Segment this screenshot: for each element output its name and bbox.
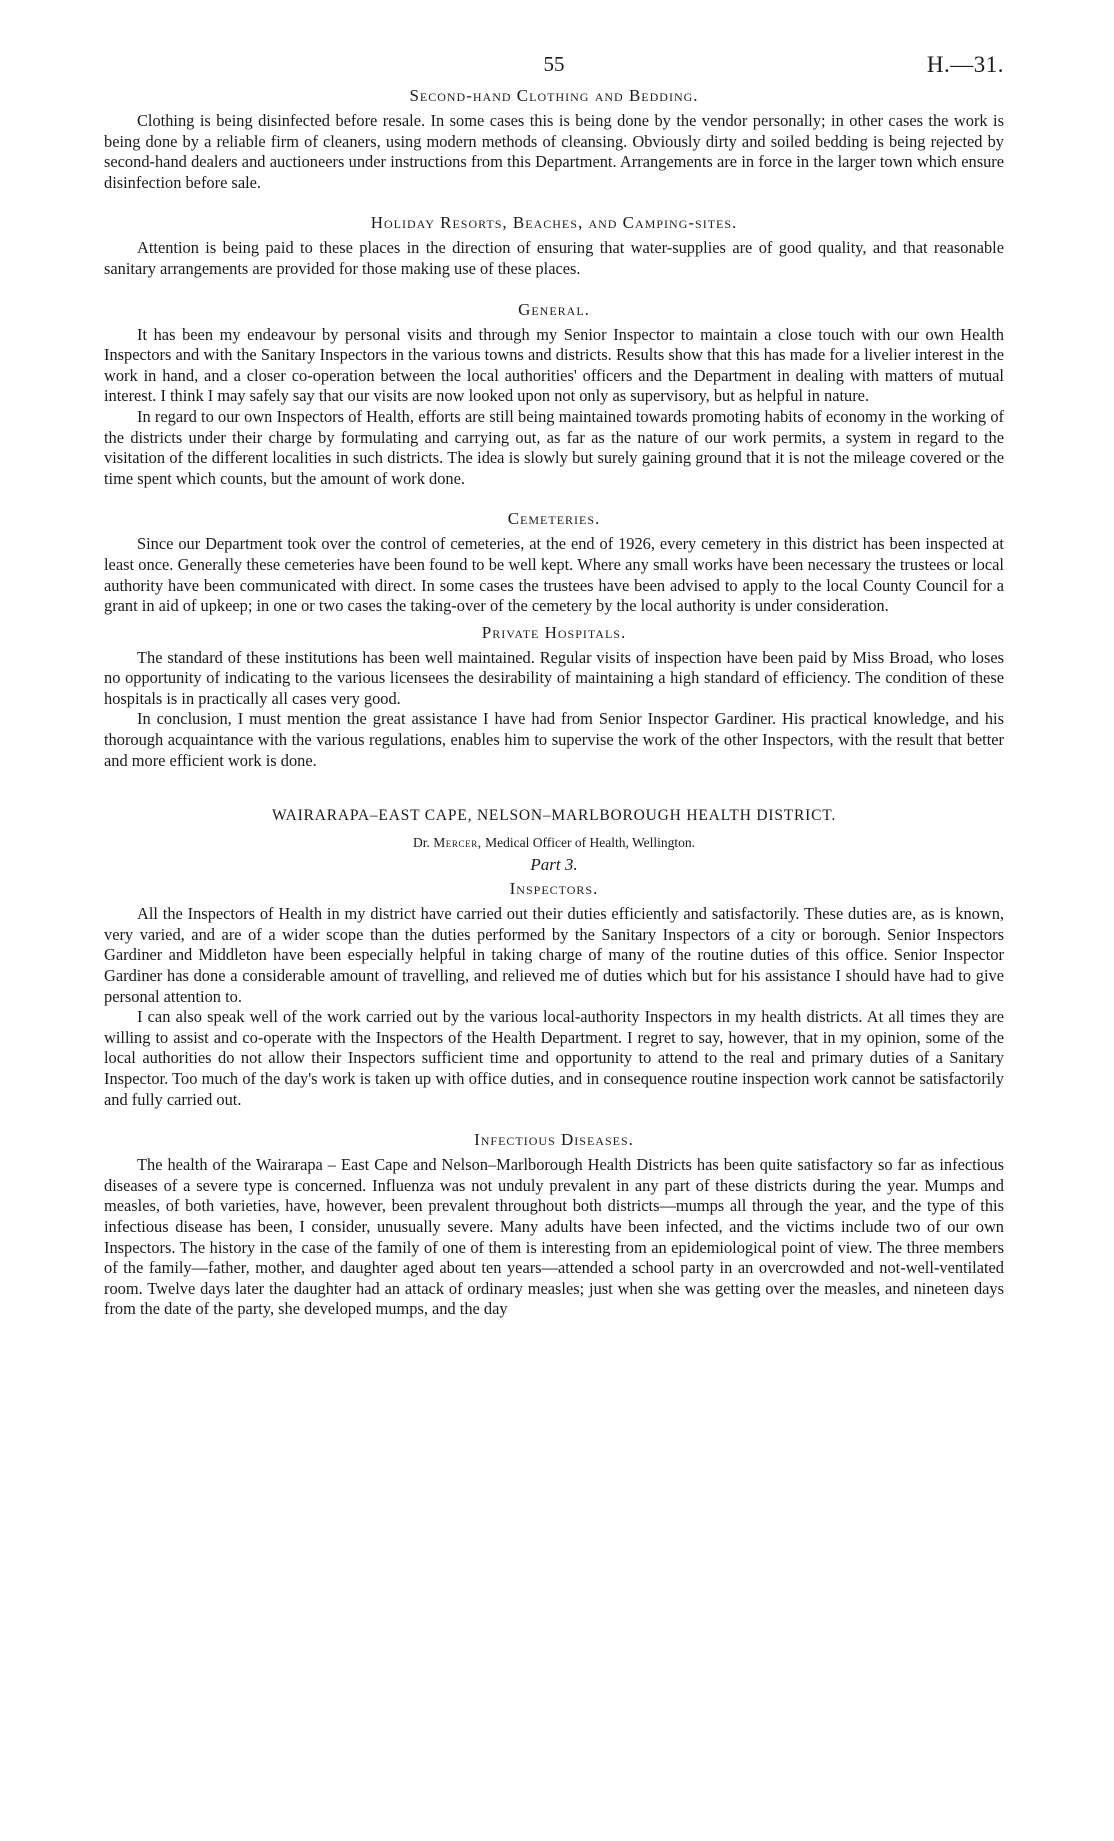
paragraph: In conclusion, I must mention the great assistance I have had from Senior Inspector Gardiner. His practical knowledge, and his thorough acquaintance with the various regulations, enables him to supervise the work of the other Inspectors, with the result that better and more efficient work is done. [104,709,1004,770]
section-heading-second-hand-clothing: Second-hand Clothing and Bedding. [409,86,699,105]
officer-prefix: Dr. [412,835,430,851]
section-heading-holiday-resorts: Holiday Resorts, Beaches, and Camping-sites. [370,213,738,233]
paragraph: All the Inspectors of Health in my district have carried out their duties efficiently and satisfactorily. These duties are, as is known, very varied, and are of a wider scope than the duties performed by the Sanitary Inspectors of a city or borough. Senior Inspectors Gardiner and Middleton have been especially helpful in taking charge of many of the routine duties of this office. Senior Inspector Gardiner has done a considerable amount of travelling, and relieved me of duties which but for his assistance I should have had to give personal attention to. [104,904,1004,1006]
paragraph: Attention is being paid to these places in the direction of ensuring that water-supplies are of good quality, and that reasonable sanitary arrangements are provided for those making use of these places. [104,238,1004,278]
section-heading-cemeteries: Cemeteries. [507,509,601,529]
paragraph: I can also speak well of the work carried out by the various local-authority Inspectors in my health districts. At all times they are willing to assist and co-operate with the Inspectors of the Health Department. I regret to say, however, that in my opinion, some of the local authorities do not allow their Inspectors sufficient time and opportunity to attend to the real and primary duties of a Sanitary Inspector. Too much of the day's work is taken up with office duties, and in consequence routine inspection work cannot be satisfactorily and fully carried out. [104,1007,1004,1109]
officer-line [104,835,1004,851]
paragraph: In regard to our own Inspectors of Health, efforts are still being maintained towards promoting habits of economy in the working of the districts under their charge by formulating and carrying out, as far as the nature of our work permits, a system in regard to the visitation of the different localities in such districts. The idea is slowly but surely gaining ground that it is not the mileage covered or the time spent which counts, but the amount of work done. [104,406,1004,488]
paragraph: It has been my endeavour by personal visits and through my Senior Inspector to maintain a close touch with our own Health Inspectors and with the Sanitary Inspectors in the various towns and districts. Results show that this has made for a livelier interest in the work in hand, and a closer co-operation between the local authorities' officers and the Department in dealing with matters of mutual interest. I think I may safely say that our visits are now looked upon not only as supervisory, but as helpful in nature. [104,324,1004,406]
document-reference: H.—31. [926,52,1004,77]
section-heading-general: General. [518,299,590,319]
page-header [104,52,1004,86]
district-title: WAIRARAPA–EAST CAPE, NELSON–MARLBOROUGH HEALTH DISTRICT. [271,807,837,825]
document-page [104,52,1004,1320]
officer-role: Medical Officer of Health, Wellington. [485,835,696,851]
section-heading-private-hospitals: Private Hospitals. [481,622,627,642]
paragraph: Since our Department took over the control of cemeteries, at the end of 1926, every cemetery in this district has been inspected at least once. Generally these cemeteries have been found to be well kept. Where any small works have been necessary the trustees or local authority have been communicated with direct. In some cases the trustees have been advised to apply to the local County Council for a grant in aid of upkeep; in one or two cases the taking-over of the cemetery by the local authority is under consideration. [104,534,1004,616]
officer-name: Mercer, [433,835,482,851]
section-heading-infectious-diseases: Infectious Diseases. [474,1130,634,1150]
paragraph: The standard of these institutions has been well maintained. Regular visits of inspection have been paid by Miss Broad, who loses no opportunity of indicating to the various licensees the desirability of maintaining a high standard of efficiency. The condition of these hospitals is in practically all cases very good. [104,647,1004,708]
page-number: 55 [543,52,565,76]
paragraph: Clothing is being disinfected before resale. In some cases this is being done by the vendor personally; in other cases the work is being done by a reliable firm of cleaners, using modern methods of cleansing. Obviously dirty and soiled bedding is being rejected by second-hand dealers and auctioneers under instructions from this Department. Arrangements are in force in the larger town which ensure disinfection before sale. [104,111,1004,192]
paragraph: The health of the Wairarapa – East Cape and Nelson–Marlborough Health Districts has been quite satisfactory so far as infectious diseases of a severe type is concerned. Influenza was not unduly prevalent in any part of these districts during the year. Mumps and measles, of both varieties, have, however, been prevalent throughout both districts—mumps all through the year, and the type of this infectious disease has been, I consider, unusually severe. Many adults have been infected, and the victims include two of our own Inspectors. The history in the case of the family of one of them is interesting from an epidemiological point of view. The three members of the family—father, mother, and daughter aged about ten years—attended a school party in an overcrowded and not-well-ventilated room. Twelve days later the daughter had an attack of ordinary measles; just when she was getting over the measles, and nineteen days from the date of the party, she developed mumps, and the day [104,1155,1004,1319]
section-heading-inspectors: Inspectors. [509,879,599,899]
part-label: Part 3. [530,855,578,875]
